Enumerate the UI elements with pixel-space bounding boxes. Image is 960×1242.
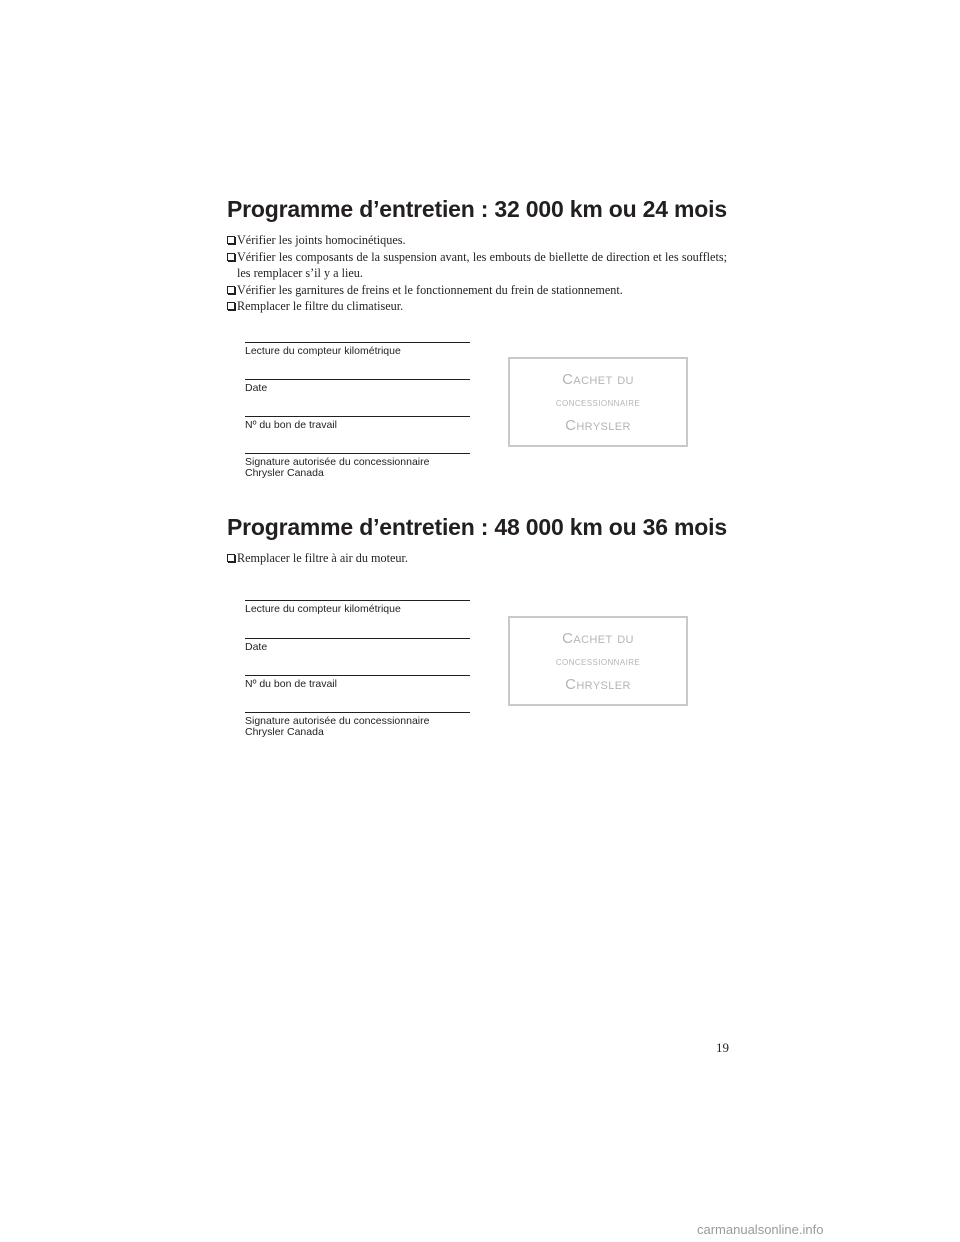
- signature-label-company: Chrysler Canada: [245, 467, 324, 479]
- stamp-line: Cachet du: [562, 371, 634, 388]
- odometer-field[interactable]: [245, 600, 470, 615]
- signature-label-company: Chrysler Canada: [245, 726, 324, 738]
- stamp-line: concessionnaire: [555, 656, 641, 668]
- work-order-field[interactable]: [245, 416, 470, 431]
- dealer-stamp-box: [508, 616, 688, 706]
- checklist-item: [227, 550, 727, 567]
- date-field[interactable]: [245, 638, 470, 653]
- schedule-32000km-section: [227, 194, 727, 315]
- schedule-48000km-checklist: [227, 550, 727, 567]
- signature-label: Signature autorisée du concessionnaire: [245, 715, 430, 727]
- stamp-line: concessionnaire: [555, 397, 641, 409]
- checkbox-icon[interactable]: [227, 253, 235, 261]
- work-order-label: Nº du bon de travail: [245, 419, 337, 431]
- checklist-item-text: Vérifier les joints homocinétiques.: [237, 233, 406, 247]
- signature-field[interactable]: [245, 712, 470, 738]
- schedule-32000km-checklist: [227, 232, 727, 315]
- date-label: Date: [245, 382, 268, 394]
- dealer-stamp-box: [508, 357, 688, 447]
- checkbox-icon[interactable]: [227, 554, 235, 562]
- schedule-32000km-heading: Programme d’entretien : 32 000 km ou 24 mois: [227, 196, 727, 222]
- work-order-label: Nº du bon de travail: [245, 678, 337, 690]
- stamp-line: Cachet du: [562, 630, 634, 647]
- signature-field[interactable]: [245, 453, 470, 479]
- watermark-text[interactable]: carmanualsonline.info: [697, 1222, 824, 1237]
- checkbox-icon[interactable]: [227, 286, 235, 294]
- checklist-item-text: Remplacer le filtre à air du moteur.: [237, 551, 408, 565]
- signature-label: Signature autorisée du concessionnaire: [245, 456, 430, 468]
- checkbox-icon[interactable]: [227, 302, 235, 310]
- odometer-field[interactable]: [245, 342, 470, 357]
- odometer-label: Lecture du compteur kilométrique: [245, 345, 401, 357]
- schedule-48000km-section: [227, 512, 727, 567]
- checklist-item-text: Remplacer le filtre du climatiseur.: [237, 299, 404, 314]
- odometer-label: Lecture du compteur kilométrique: [245, 603, 401, 615]
- stamp-line: Chrysler: [565, 417, 631, 434]
- checklist-item-text: Vérifier les composants de la suspension avant, les embouts de biellette de direction et les soufflets; les remplacer s’il y a lieu.: [237, 249, 727, 281]
- checkbox-icon[interactable]: [227, 236, 235, 244]
- page-number: 19: [716, 1040, 729, 1055]
- schedule-48000km-heading: Programme d’entretien : 48 000 km ou 36 mois: [227, 514, 727, 540]
- date-label: Date: [245, 641, 268, 653]
- stamp-line: Chrysler: [565, 676, 631, 693]
- date-field[interactable]: [245, 379, 470, 394]
- checklist-item: [227, 232, 727, 249]
- work-order-field[interactable]: [245, 675, 470, 690]
- checklist-item: [227, 298, 727, 315]
- checklist-item: [227, 249, 727, 282]
- checklist-item-text: Vérifier les garnitures de freins et le fonctionnement du frein de stationnement.: [237, 282, 623, 297]
- checklist-item: [227, 282, 727, 299]
